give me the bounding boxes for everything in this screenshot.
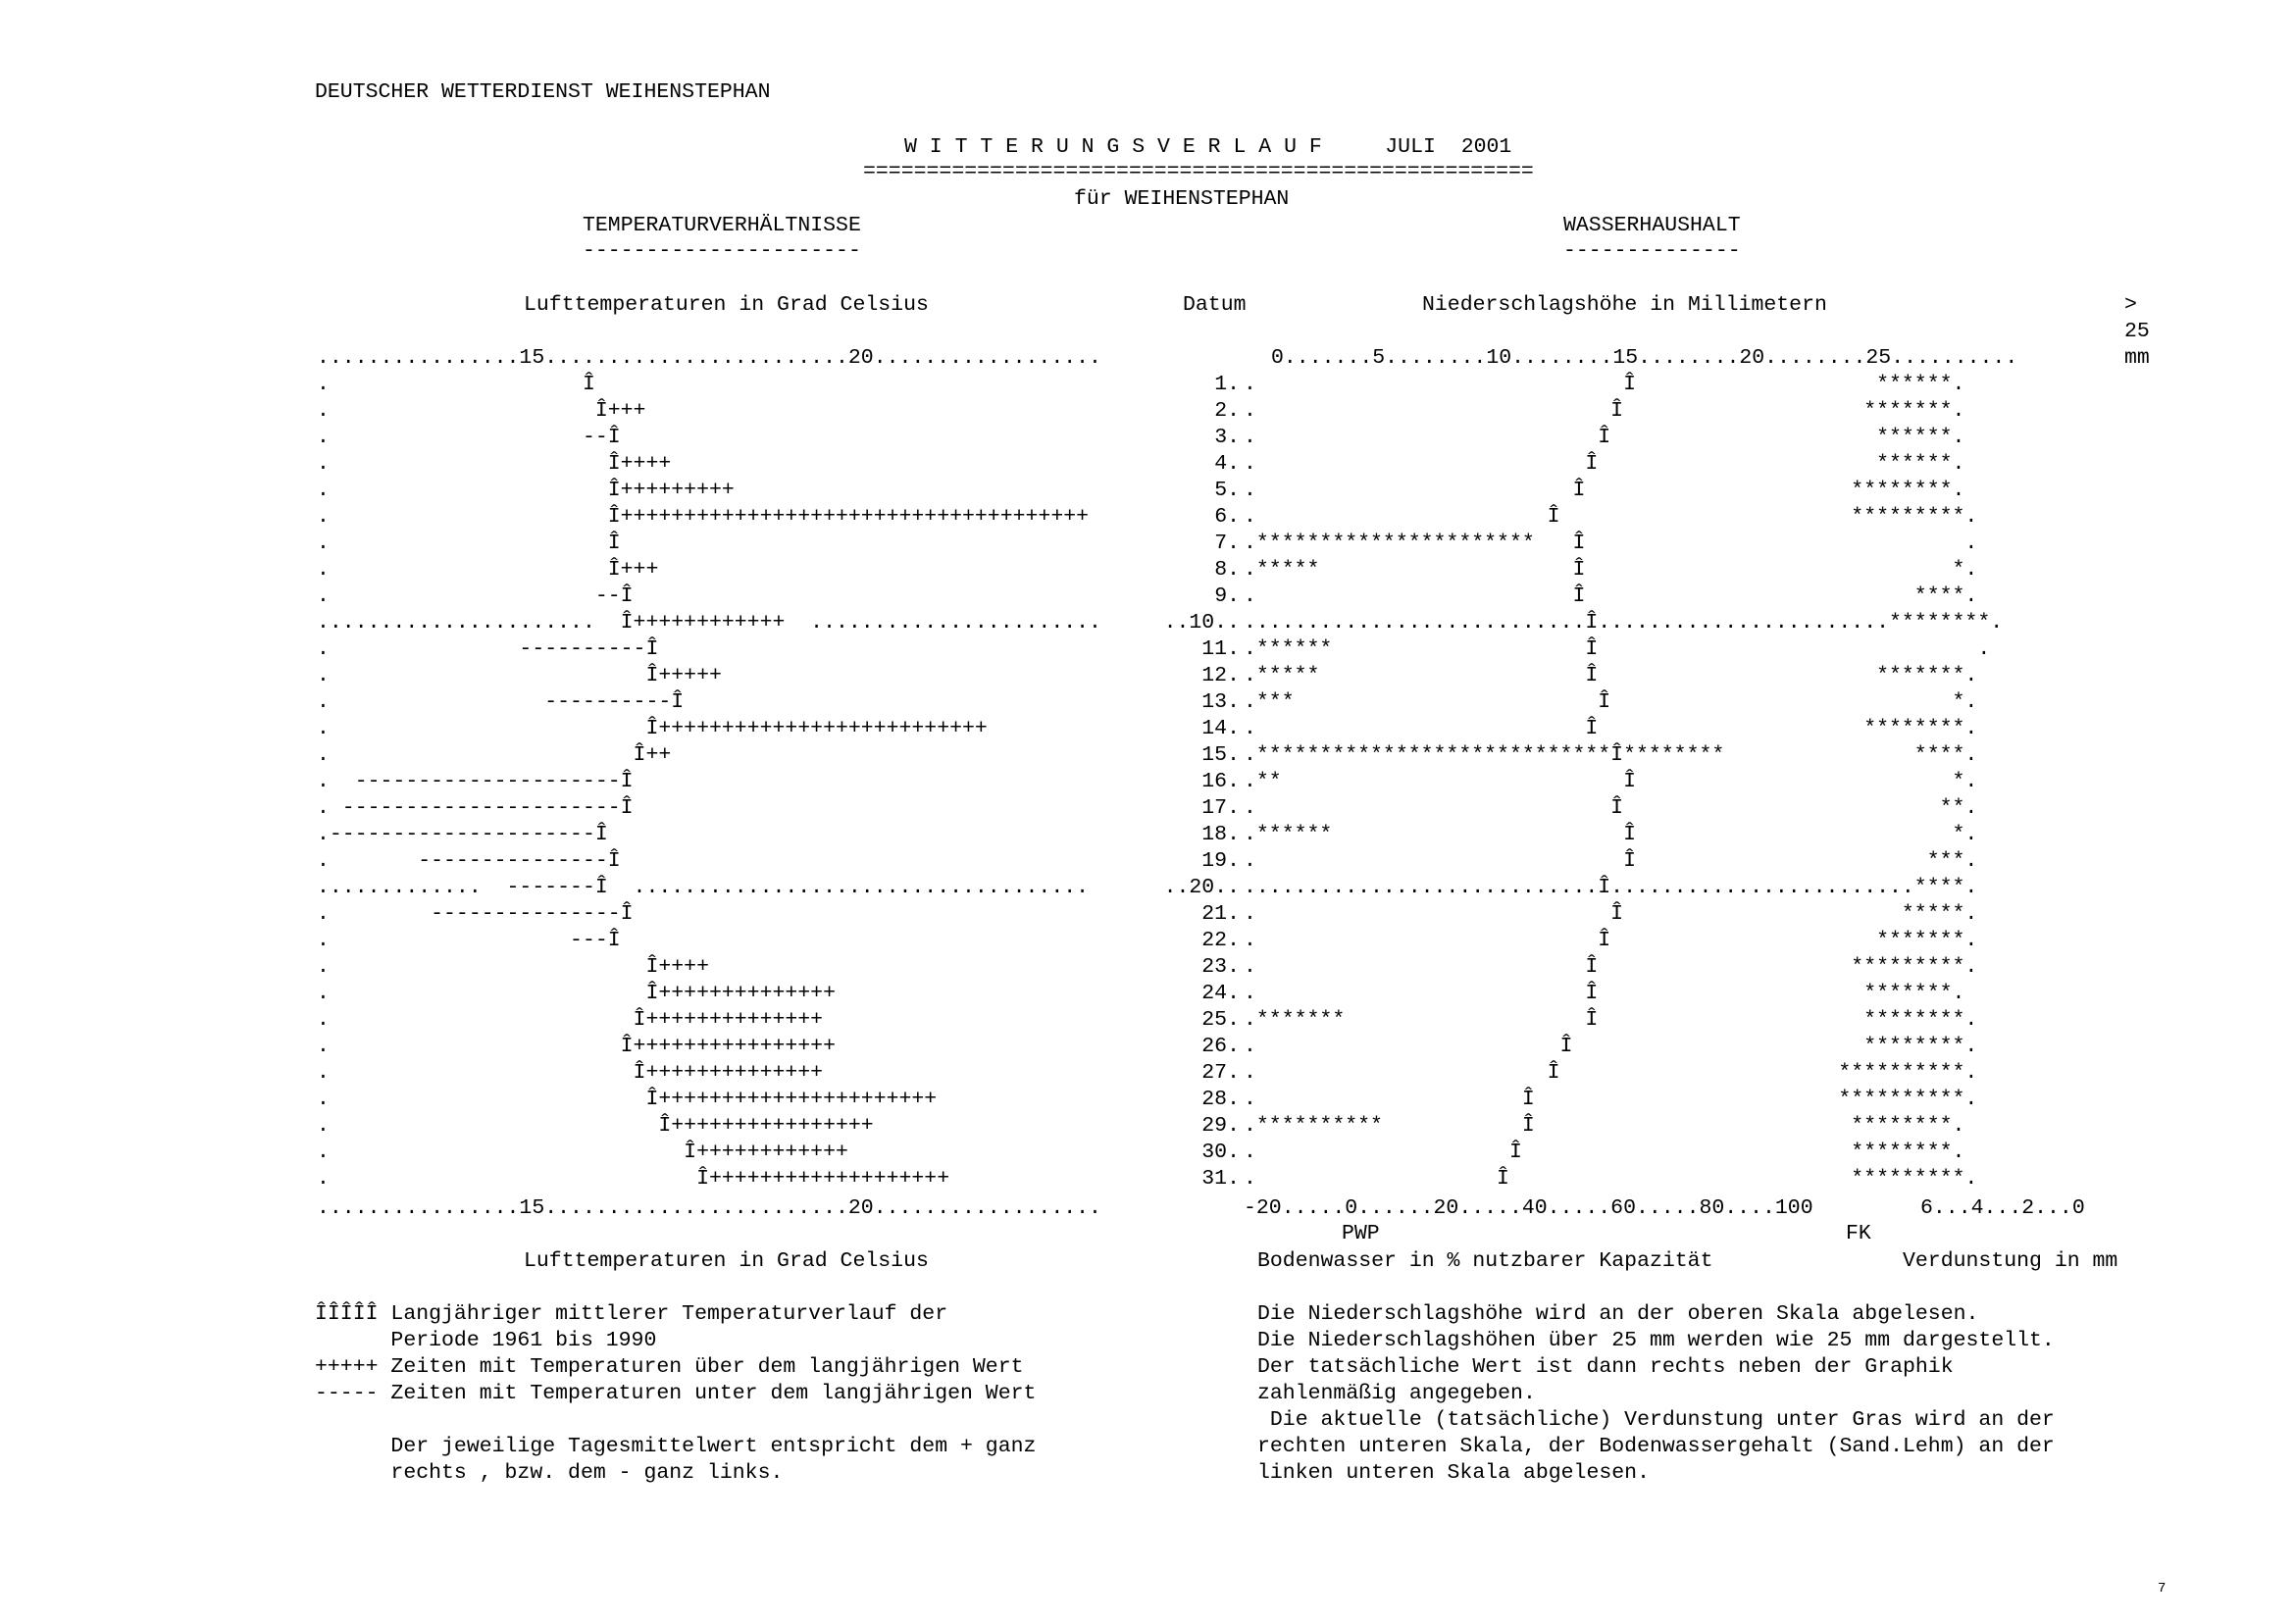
temp-row-20: ............. -------Î .................................... (317, 876, 1090, 899)
legend-line-1: ÎÎÎÎÎ Langjähriger mittlerer Temperaturverlauf der (315, 1302, 948, 1326)
water-row-24: . Î *******. (1244, 982, 1965, 1005)
datum-row-13: 13. (1201, 690, 1240, 714)
note-line-3: Der tatsächliche Wert ist dann rechts neben der Graphik (1257, 1355, 1954, 1379)
datum-row-21: 21. (1201, 902, 1240, 926)
note-line-2: Die Niederschlagshöhen über 25 mm werden wie 25 mm dargestellt. (1257, 1329, 2055, 1352)
datum-row-25: 25. (1201, 1008, 1240, 1032)
temp-row-24: . Î++++++++++++++ (317, 982, 836, 1005)
temp-row-19: . ---------------Î (317, 849, 621, 873)
water-row-8: .***** Î *. (1244, 558, 1978, 582)
water-row-7: .********************** Î . (1244, 532, 1978, 555)
note-line-4: zahlenmäßig angegeben. (1257, 1382, 1536, 1405)
legend-line-2: Periode 1961 bis 1990 (315, 1329, 657, 1352)
temp-row-12: . Î+++++ (317, 664, 722, 687)
gt-marker: > (2124, 293, 2137, 317)
datum-row-18: 18. (1201, 823, 1240, 846)
soil-axis-label-bottom: Bodenwasser in % nutzbarer Kapazität (1257, 1249, 1713, 1273)
datum-row-28: 28. (1201, 1088, 1240, 1111)
section-temperature-rule: ---------------------- (583, 239, 861, 263)
water-row-6: . Î *********. (1244, 505, 1978, 529)
datum-row-20: ..20.. (1163, 876, 1240, 899)
temp-row-9: . --Î (317, 584, 634, 608)
temp-row-2: . Î+++ (317, 399, 646, 423)
datum-label: Datum (1183, 293, 1247, 317)
water-row-16: .** Î *. (1244, 770, 1978, 793)
water-row-28: . Î **********. (1244, 1088, 1978, 1111)
temp-row-27: . Î++++++++++++++ (317, 1061, 824, 1085)
mm-unit-label: mm (2124, 346, 2150, 370)
note-line-5: Die aktuelle (tatsächliche) Verdunstung unter Gras wird an der (1257, 1408, 2055, 1432)
datum-row-19: 19. (1201, 849, 1240, 873)
temp-row-22: . ---Î (317, 929, 621, 952)
page-subtitle: für WEIHENSTEPHAN (1074, 187, 1290, 211)
datum-row-22: 22. (1201, 929, 1240, 952)
datum-row-4: 4. (1214, 452, 1240, 476)
temp-row-1: . Î (317, 373, 595, 396)
temp-axis-label-bottom: Lufttemperaturen in Grad Celsius (524, 1249, 929, 1273)
gt-25-label: 25 (2124, 320, 2150, 343)
water-row-3: . Î ******. (1244, 426, 1965, 449)
water-row-14: . Î ********. (1244, 717, 1978, 740)
water-row-9: . Î ****. (1244, 584, 1978, 608)
temp-row-29: . Î++++++++++++++++ (317, 1114, 874, 1138)
note-line-7: linken unteren Skala abgelesen. (1257, 1461, 1650, 1485)
water-row-27: . Î **********. (1244, 1061, 1978, 1085)
page-number: 7 (2158, 1581, 2167, 1597)
water-row-10: ...........................Î.......................********. (1244, 611, 2004, 634)
datum-row-15: 15. (1201, 743, 1240, 767)
datum-row-11: 11. (1201, 637, 1240, 661)
water-row-20: ............................Î........................****. (1244, 876, 1978, 899)
temp-row-31: . Î+++++++++++++++++++ (317, 1167, 950, 1191)
water-row-19: . Î ***. (1244, 849, 1978, 873)
water-row-18: .****** Î *. (1244, 823, 1978, 846)
section-temperature: TEMPERATURVERHÄLTNISSE (583, 214, 861, 237)
datum-row-8: 8. (1214, 558, 1240, 582)
datum-row-3: 3. (1214, 426, 1240, 449)
precip-axis-label-top: Niederschlagshöhe in Millimetern (1422, 293, 1827, 317)
datum-row-9: 9. (1214, 584, 1240, 608)
datum-row-29: 29. (1201, 1114, 1240, 1138)
temp-row-25: . Î++++++++++++++ (317, 1008, 824, 1032)
temp-scale-bottom: ................15........................20.................. (317, 1196, 1101, 1220)
water-row-23: . Î *********. (1244, 955, 1978, 979)
datum-row-23: 23. (1201, 955, 1240, 979)
pwp-label: PWP (1342, 1222, 1380, 1245)
temp-row-21: . ---------------Î (317, 902, 634, 926)
datum-row-26: 26. (1201, 1035, 1240, 1058)
temp-row-6: . Î+++++++++++++++++++++++++++++++++++++ (317, 505, 1090, 529)
fk-label: FK (1846, 1222, 1871, 1245)
temp-row-30: . Î++++++++++++ (317, 1141, 848, 1164)
water-row-21: . Î *****. (1244, 902, 1978, 926)
temp-row-16: . ---------------------Î (317, 770, 634, 793)
water-row-25: .******* Î ********. (1244, 1008, 1978, 1032)
water-row-31: . Î *********. (1244, 1167, 1978, 1191)
datum-row-17: 17. (1201, 796, 1240, 820)
datum-row-1: 1. (1214, 373, 1240, 396)
legend-line-4: ----- Zeiten mit Temperaturen unter dem langjährigen Wert (315, 1382, 1037, 1405)
note-line-1: Die Niederschlagshöhe wird an der oberen Skala abgelesen. (1257, 1302, 1979, 1326)
water-row-5: . Î ********. (1244, 479, 1965, 502)
water-row-26: . Î ********. (1244, 1035, 1978, 1058)
legend-line-3: +++++ Zeiten mit Temperaturen über dem langjährigen Wert (315, 1355, 1024, 1379)
water-row-12: .***** Î *******. (1244, 664, 1978, 687)
water-row-2: . Î *******. (1244, 399, 1965, 423)
temp-row-28: . Î++++++++++++++++++++++ (317, 1088, 938, 1111)
legend-line-6: rechts , bzw. dem - ganz links. (315, 1461, 784, 1485)
water-row-15: .****************************Î******** ****. (1244, 743, 1978, 767)
temp-row-17: . ----------------------Î (317, 796, 634, 820)
datum-row-30: 30. (1201, 1141, 1240, 1164)
temp-row-4: . Î++++ (317, 452, 672, 476)
temp-row-3: . --Î (317, 426, 621, 449)
institution-name: DEUTSCHER WETTERDIENST WEIHENSTEPHAN (315, 80, 771, 104)
evap-scale-bottom: 6...4...2...0 (1920, 1196, 2085, 1220)
temp-row-7: . Î (317, 532, 621, 555)
temp-row-5: . Î+++++++++ (317, 479, 735, 502)
temp-row-11: . ----------Î (317, 637, 659, 661)
datum-row-24: 24. (1201, 982, 1240, 1005)
temp-row-8: . Î+++ (317, 558, 659, 582)
datum-row-5: 5. (1214, 479, 1240, 502)
evap-axis-label-bottom: Verdunstung in mm (1903, 1249, 2118, 1273)
water-row-13: .*** Î *. (1244, 690, 1978, 714)
temp-row-13: . ----------Î (317, 690, 685, 714)
note-line-6: rechten unteren Skala, der Bodenwassergehalt (Sand.Lehm) an der (1257, 1435, 2055, 1458)
temp-row-10: ...................... Î++++++++++++ ....................... (317, 611, 1101, 634)
temp-row-15: . Î++ (317, 743, 672, 767)
temp-row-26: . Î++++++++++++++++ (317, 1035, 836, 1058)
datum-row-27: 27. (1201, 1061, 1240, 1085)
temp-row-18: .---------------------Î (317, 823, 608, 846)
datum-row-16: 16. (1201, 770, 1240, 793)
temp-axis-label-top: Lufttemperaturen in Grad Celsius (524, 293, 929, 317)
datum-row-31: 31. (1201, 1167, 1240, 1191)
temp-row-14: . Î++++++++++++++++++++++++++ (317, 717, 988, 740)
datum-row-14: 14. (1201, 717, 1240, 740)
section-water-rule: -------------- (1563, 239, 1741, 263)
temp-row-23: . Î++++ (317, 955, 709, 979)
water-row-1: . Î ******. (1244, 373, 1965, 396)
datum-row-12: 12. (1201, 664, 1240, 687)
datum-row-10: ..10.. (1163, 611, 1240, 634)
soil-scale-bottom: -20.....0......20.....40.....60.....80....100 (1244, 1196, 1813, 1220)
section-water: WASSERHAUSHALT (1563, 214, 1741, 237)
datum-row-2: 2. (1214, 399, 1240, 423)
datum-row-7: 7. (1214, 532, 1240, 555)
datum-row-6: 6. (1214, 505, 1240, 529)
water-row-30: . Î ********. (1244, 1141, 1965, 1164)
temp-scale-top: ................15........................20.................. (317, 346, 1101, 370)
water-row-29: .********** Î ********. (1244, 1114, 1965, 1138)
title-rule: ===================================================== (863, 160, 1534, 183)
water-row-4: . Î ******. (1244, 452, 1965, 476)
legend-line-5: Der jeweilige Tagesmittelwert entspricht dem + ganz (315, 1435, 1037, 1458)
precip-scale-top: 0.......5........10........15........20........25.......... (1271, 346, 2018, 370)
water-row-22: . Î *******. (1244, 929, 1978, 952)
water-row-17: . Î **. (1244, 796, 1978, 820)
water-row-11: .****** Î . (1244, 637, 1991, 661)
page-title: W I T T E R U N G S V E R L A U F JULI 2001 (904, 135, 1512, 159)
